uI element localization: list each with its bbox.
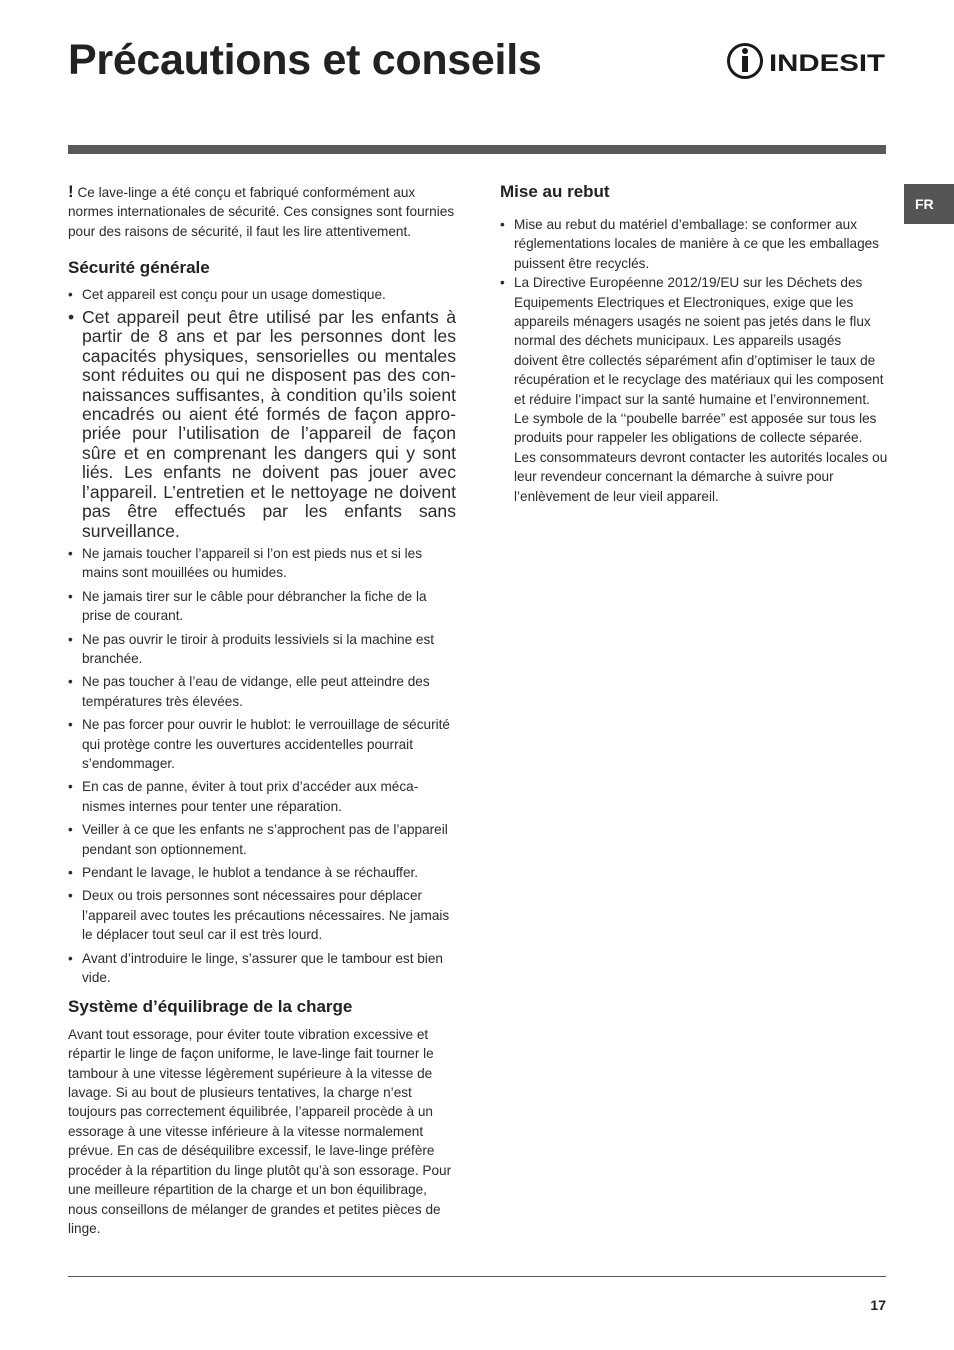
section-heading-equilibrage: Système d’équilibrage de la charge [68,997,353,1017]
page-title: Précautions et conseils [68,36,542,84]
left-column [68,182,456,1238]
weee-symbol-paragraph: Le symbole de la ‘‘poubelle barrée” est apposée sur tous les produits pour rappeler les obligations de collecte séparée. Les consommateurs devront contacter les autorités locales ou leur revendeur concernant la démarche à suivre pour l’enlèvement de leur vieil appareil. [514,411,888,504]
list-item: • Veiller à ce que les enfants ne s’approchent pas de l’appareil pendant son optionnement. [68,820,456,859]
list-item: • En cas de panne, éviter à tout prix d’accéder aux mécanismes internes pour tenter une réparation. [68,777,456,816]
list-item: • Ne pas ouvrir le tiroir à produits lessiviels si la machine est branchée. [68,630,456,669]
footer-rule [68,1276,886,1277]
section-heading-rebut: Mise au rebut [500,182,610,201]
indesit-logo [726,40,886,82]
disposal-list [500,215,888,506]
list-item: • Ne pas toucher à l’eau de vidange, elle peut atteindre des températures très élevées. [68,672,456,711]
list-item: • Cet appareil est conçu pour un usage domestique. [68,285,456,304]
brand-wordmark: INDESIT [769,50,886,77]
header-rule [68,145,886,154]
language-tab: FR [904,184,954,224]
page-number: 17 [870,1297,886,1313]
list-item: • Ne pas forcer pour ouvrir le hublot: le verrouillage de sécurité qui protège contre les ouvertures accidentelles pourrait s’endommager. [68,715,456,773]
equilibrage-paragraph: Avant tout essorage, pour éviter toute vibration excessive et répartir le linge de façon uniforme, le lave-linge fait tourner le tambour à une vitesse légèrement supérieure à la vitesse de lavage. Si au bout de plusieurs tentatives, la charge n’est toujours pas correctement équilibrée, l’appareil procède à un essorage à une vitesse inférieure à la vitesse normalement prévue. En cas de déséquilibre excessif, le lave-linge préfère procéder à la répartition du linge plutôt qu’à son essorage. Pour une meilleure répartition de la charge et un bon équilibrage, nous conseillons de mélanger de grandes et petites pièces de linge. [68,1026,452,1236]
warning-icon: ! [68,182,74,201]
list-item: • Ne jamais toucher l’appareil si l’on est pieds nus et si les mains sont mouillées ou humides. [68,544,456,583]
right-column [500,182,888,506]
safety-list [68,285,456,988]
intro-paragraph [68,182,456,241]
list-item: • Pendant le lavage, le hublot a tendance à se réchauffer. [68,863,456,882]
list-item: • Deux ou trois personnes sont nécessaires pour déplacer l’appareil avec toutes les précautions nécessaires. Ne jamais le déplacer tout seul car il est très lourd. [68,886,456,944]
section-heading-securite: Sécurité générale [68,258,210,278]
list-item: • Avant d’introduire le linge, s’assurer que le tambour est bien vide. [68,949,456,988]
list-item-children-warning: • Cet appareil peut être utilisé par les enfants à partir de 8 ans et par les personnes dont les capacités physiques, sensorielles ou mentales sont réduites ou qui ne disposent pas des connaissances suffisantes, à condition qu’ils soient encadrés ou aient été formés de façon appropriée pour l’utilisation de l’appareil de façon sûre et en comprenant les dangers qui y sont liés. Les enfants ne doivent pas jouer avec l’appareil. L’entretien et le nettoyage ne doivent pas être effectués par les enfants sans surveillance. [68,308,456,541]
list-item: • Ne jamais tirer sur le câble pour débrancher la fiche de la prise de courant. [68,587,456,626]
weee-paragraph: • La Directive Européenne 2012/19/EU sur les Déchets des Equipements Electriques et Electroniques, exige que les appareils ménagers usagés ne soient pas jetés dans le flux normal des déchets municipaux. Les appareils usagés doivent être collectés séparément afin d’optimiser le taux de récupération et le recyclage des matériaux qui les composent et réduire l’impact sur la santé humaine et l’environnement. [514,275,884,407]
list-item: • Mise au rebut du matériel d’emballage: se conformer aux réglementations locales de manière à ce que les emballages puissent être recyclés. [500,215,888,273]
intro-text: Ce lave-linge a été conçu et fabriqué conformément aux normes internationales de sécurité. Ces consignes sont fournies pour des raisons de sécurité, il faut les lire attentivement. [68,185,455,239]
list-item [500,273,888,506]
